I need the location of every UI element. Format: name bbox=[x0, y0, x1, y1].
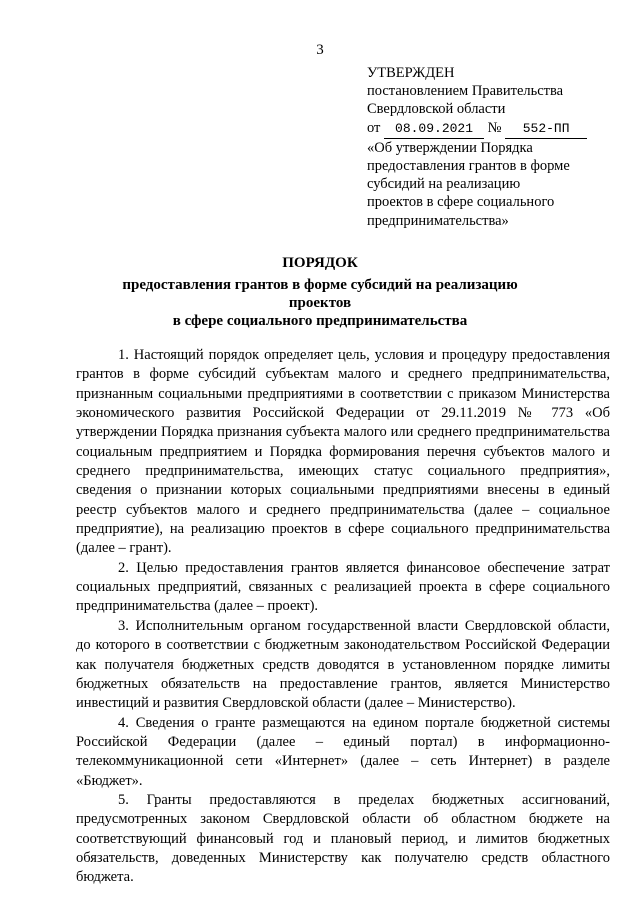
approval-title-line: предоставления грантов в форме bbox=[367, 158, 570, 175]
approval-stamp-block bbox=[367, 64, 617, 230]
approval-title-line: субсидий на реализацию bbox=[367, 176, 521, 193]
approval-date: 08.09.2021 bbox=[384, 120, 484, 139]
document-body bbox=[76, 346, 610, 888]
paragraph-4: 4. Сведения о гранте размещаются на едином портале бюджетной системы Российской Федерации (далее – единый портал) в информационно-телекоммуникационной сети «Интернет» (далее – сеть Интернет) в разделе «Бюджет». bbox=[76, 714, 610, 789]
document-subtitle-line: предоставления грантов в форме субсидий на реализацию проектов bbox=[122, 277, 518, 311]
approval-title-line: предпринимательства» bbox=[367, 212, 509, 229]
paragraph-2: 2. Целью предоставления грантов является финансовое обеспечение затрат социальных предприятий, связанных с реализацией проекта в сфере социального предпринимательства (далее – проект). bbox=[76, 559, 610, 615]
approved-label: УТВЕРЖДЕН bbox=[367, 65, 455, 81]
paragraph-3: 3. Исполнительным органом государственной власти Свердловской области, до которого в соответствии с бюджетным законодательством Российской Федерации как получателя бюджетных средств доводятся в установленном порядке лимиты бюджетных обязательств на предоставление грантов, является Министерство инвестиций и развития Свердловской области (далее – Министерство). bbox=[76, 617, 610, 712]
document-title: ПОРЯДОК bbox=[282, 255, 358, 271]
approval-number: 552-ПП bbox=[505, 120, 587, 139]
number-prefix: № bbox=[487, 119, 502, 136]
date-prefix: от bbox=[367, 119, 381, 136]
approval-date-line bbox=[367, 119, 617, 139]
approval-title-line: проектов в сфере социального bbox=[367, 194, 555, 211]
page-number: 3 bbox=[316, 42, 324, 58]
document-subtitle-line: в сфере социального предпринимательства bbox=[172, 313, 468, 329]
paragraph-1: 1. Настоящий порядок определяет цель, условия и процедуру предоставления грантов в форме субсидий субъектам малого и среднего предпринимательства, признанным социальными предприятиями в соответствии с приказом Министерства экономического развития Российской Федерации от 29.11.2019 № 773 «Об утверждении Порядка признания субъекта малого или среднего предпринимательства социальным предприятием и Порядка формирования перечня субъектов малого и среднего предпринимательства, имеющих статус социального предприятия», сведения о признании которых социальными предприятиями внесены в единый реестр субъектов малого и среднего предпринимательства (далее – социальное предприятие), на реализацию проектов в сфере социального предпринимательства (далее – грант). bbox=[76, 347, 610, 557]
approval-line-2: Свердловской области bbox=[367, 101, 506, 118]
paragraph-5: 5. Гранты предоставляются в пределах бюджетных ассигнований, предусмотренных законом Свердловской области об областном бюджете на соответствующий финансовый год и плановый период, и лимитов бюджетных обязательств, доведенных Министерству как получателю средств областного бюджета. bbox=[76, 791, 610, 886]
approval-line-1: постановлением Правительства bbox=[367, 83, 564, 100]
approval-title-line: «Об утверждении Порядка bbox=[367, 139, 533, 156]
document-subtitle bbox=[90, 276, 550, 330]
